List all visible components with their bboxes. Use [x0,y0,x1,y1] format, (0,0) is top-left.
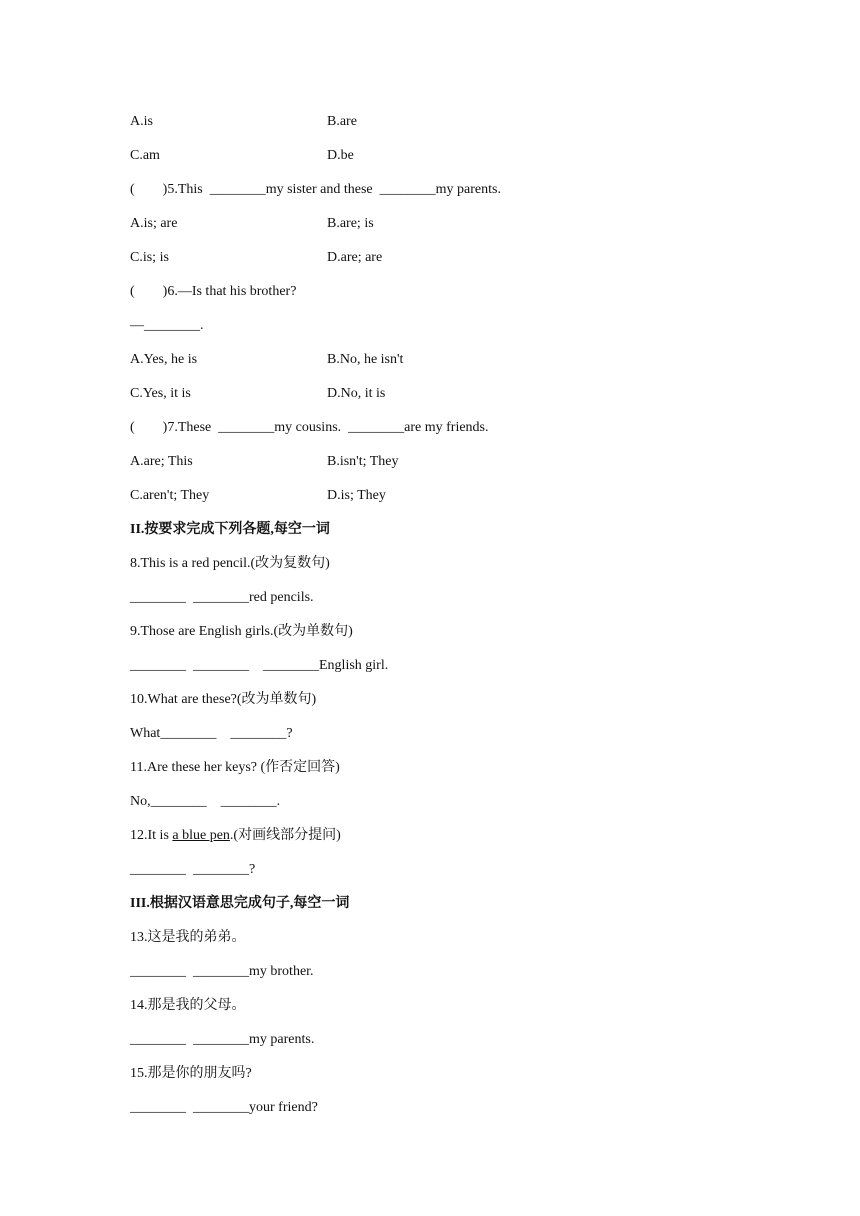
option-row [130,147,354,165]
option-d: D.be [327,148,354,163]
question-7: ( )7.These ________my cousins. ________are my friends. [130,420,489,435]
option-row [130,385,386,403]
option-c: C.Yes, it is [130,386,191,401]
option-a: A.is; are [130,216,178,231]
question-10: 10.What are these?(改为单数句) [130,692,317,707]
option-a: A.are; This [130,454,193,469]
option-b: B.isn't; They [327,454,399,469]
option-row [130,113,357,131]
answer-blank: ________ ________red pencils. [130,590,314,605]
section-heading-ii: II.按要求完成下列各题,每空一词 [130,522,330,537]
option-row [130,487,386,505]
answer-blank: ________ ________ ________English girl. [130,658,389,673]
question-5: ( )5.This ________my sister and these ________my parents. [130,182,501,197]
option-d: D.No, it is [327,386,386,401]
option-c: C.is; is [130,250,169,265]
option-row [130,453,399,471]
answer-blank: ________ ________your friend? [130,1100,318,1115]
question-8: 8.This is a red pencil.(改为复数句) [130,556,330,571]
option-b: B.are; is [327,216,374,231]
question-13: 13.这是我的弟弟。 [130,930,246,945]
question-15: 15.那是你的朋友吗? [130,1066,252,1081]
option-c: C.am [130,148,160,163]
answer-blank: ________ ________my brother. [130,964,314,979]
option-d: D.is; They [327,488,386,503]
question-11: 11.Are these her keys? (作否定回答) [130,760,340,775]
section-heading-iii: III.根据汉语意思完成句子,每空一词 [130,896,350,911]
answer-blank: —________. [130,318,204,333]
option-d: D.are; are [327,250,383,265]
option-c: C.aren't; They [130,488,210,503]
question-14: 14.那是我的父母。 [130,998,246,1013]
option-a: A.Yes, he is [130,352,198,367]
answer-blank: ________ ________? [130,862,256,877]
option-row [130,249,383,267]
option-b: B.No, he isn't [327,352,404,367]
option-row [130,215,374,233]
option-a: A.is [130,114,153,129]
option-b: B.are [327,114,357,129]
option-row [130,351,404,369]
underlined-phrase: a blue pen [172,828,230,843]
question-12-prefix: 12.It is [130,828,173,843]
question-9: 9.Those are English girls.(改为单数句) [130,624,353,639]
question-12-suffix: .(对画线部分提问) [229,828,341,843]
question-12 [130,827,341,845]
answer-blank: No,________ ________. [130,794,281,809]
answer-blank: What________ ________? [130,726,293,741]
answer-blank: ________ ________my parents. [130,1032,315,1047]
question-6: ( )6.—Is that his brother? [130,284,297,299]
